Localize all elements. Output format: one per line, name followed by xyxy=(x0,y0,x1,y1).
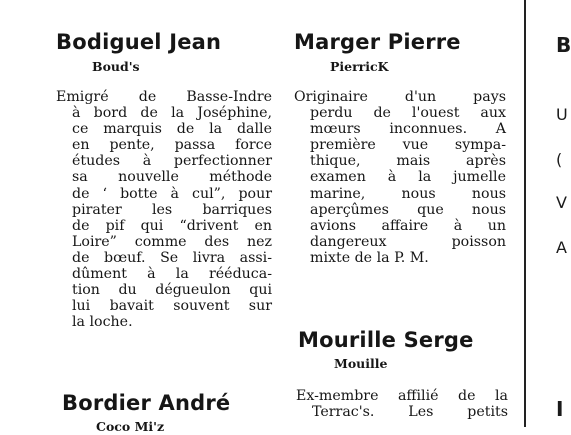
clipped-letter: ( xyxy=(556,150,563,169)
entry-name: Bordier André xyxy=(62,391,231,415)
text-line: dûment à la rééduca- xyxy=(72,266,272,283)
entry-nickname: Boud's xyxy=(92,59,140,74)
column-divider xyxy=(524,0,526,427)
text-line: mixte de la P. M. xyxy=(310,249,429,266)
clipped-letter: V xyxy=(556,193,567,212)
text-line: dangereux poisson xyxy=(310,233,506,250)
entry-description xyxy=(56,89,272,330)
text-line: perdu de l'ouest aux xyxy=(310,105,506,122)
text-line: en pente, passa force xyxy=(72,137,272,154)
text-line: de pif qui “drivent en xyxy=(72,217,272,234)
entry-name: Marger Pierre xyxy=(294,30,461,54)
text-line: Originaire d'un pays xyxy=(294,89,506,105)
entry-name: Mourille Serge xyxy=(298,328,474,352)
text-line: thique, mais après xyxy=(310,153,506,170)
text-line: ce marquis de la dalle xyxy=(72,121,272,138)
entry-description xyxy=(296,388,508,420)
text-line: marine, nous nous xyxy=(310,185,506,202)
text-line: Emigré de Basse-Indre xyxy=(56,89,272,105)
clipped-letter: I xyxy=(556,397,564,421)
text-line: de bœuf. Se livra assi- xyxy=(72,249,272,266)
entry-bordier xyxy=(62,391,230,435)
text-line: Ex-membre affilié de la xyxy=(296,388,508,404)
entry-nickname: Mouille xyxy=(334,356,388,371)
entry-name: Bodiguel Jean xyxy=(56,30,222,54)
entry-bodiguel xyxy=(56,30,221,75)
clipped-letter: U xyxy=(556,105,568,124)
text-line: sa nouvelle méthode xyxy=(72,169,272,186)
text-line: avions affaire à un xyxy=(310,217,506,234)
text-line: à bord de la Joséphine, xyxy=(72,105,272,122)
text-line: pirater les barriques xyxy=(72,201,272,218)
entry-mourille xyxy=(298,328,474,372)
text-line: lui bavait souvent sur xyxy=(72,298,272,315)
entry-description xyxy=(294,89,506,266)
text-line: Terrac's. Les petits xyxy=(312,404,508,421)
text-line: études à perfectionner xyxy=(72,153,272,170)
clipped-letter: B xyxy=(556,33,571,57)
text-line: de ‘ botte à cul”, pour xyxy=(72,185,272,202)
text-line: Loire” comme des nez xyxy=(72,233,272,250)
text-line: la loche. xyxy=(72,314,133,331)
text-line: tion du dégueulon qui xyxy=(72,282,272,299)
text-line: mœurs inconnues. A xyxy=(310,121,506,138)
text-line: première vue sympa- xyxy=(310,137,506,154)
entry-marger xyxy=(294,30,461,75)
entry-nickname: PierricK xyxy=(330,59,389,74)
clipped-letter: A xyxy=(556,238,567,257)
text-line: examen à la jumelle xyxy=(310,169,506,186)
text-line: aperçûmes que nous xyxy=(310,201,506,218)
entry-nickname: Coco Mi'z xyxy=(96,419,165,434)
